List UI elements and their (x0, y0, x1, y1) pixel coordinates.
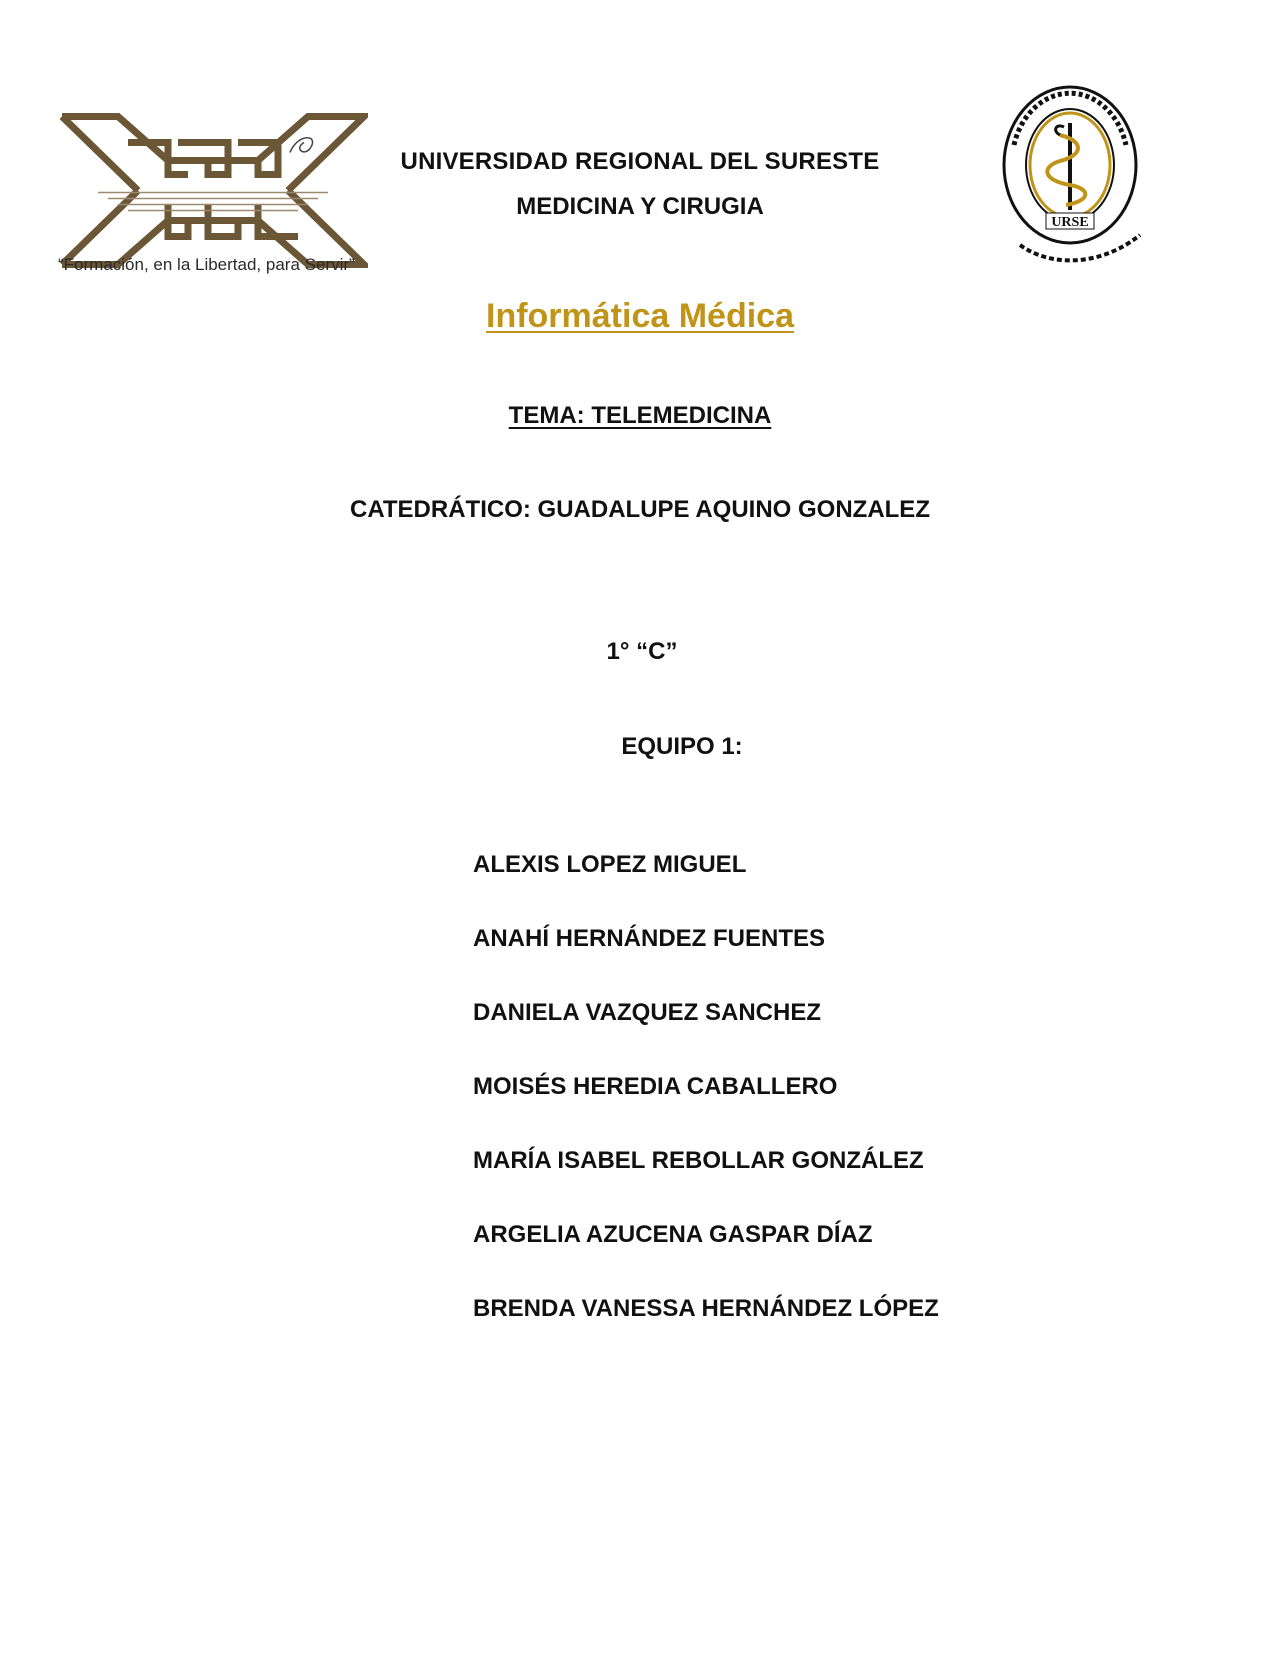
team-members-list (473, 851, 939, 1369)
university-motto: “Formación, en la Libertad, para Servir” (58, 255, 355, 274)
team-member: MOISÉS HEREDIA CABALLERO (473, 1073, 838, 1100)
faculty-seal (1000, 85, 1150, 280)
team-member: DANIELA VAZQUEZ SANCHEZ (473, 999, 821, 1026)
team-member: BRENDA VANESSA HERNÁNDEZ LÓPEZ (473, 1295, 939, 1322)
team-member: ANAHÍ HERNÁNDEZ FUENTES (473, 925, 826, 952)
teacher-name: CATEDRÁTICO: GUADALUPE AQUINO GONZALEZ (350, 496, 930, 523)
svg-text:URSE: URSE (1051, 215, 1089, 230)
faculty-name: MEDICINA Y CIRUGIA (516, 193, 764, 220)
team-member: ALEXIS LOPEZ MIGUEL (473, 851, 747, 878)
team-member: MARÍA ISABEL REBOLLAR GONZÁLEZ (473, 1147, 924, 1174)
subject-title: Informática Médica (486, 297, 794, 335)
team-label: EQUIPO 1: (621, 733, 743, 760)
team-member: ARGELIA AZUCENA GASPAR DÍAZ (473, 1221, 873, 1248)
group-label: 1° “C” (606, 638, 678, 665)
topic-title: TEMA: TELEMEDICINA (508, 402, 772, 429)
university-name: UNIVERSIDAD REGIONAL DEL SURESTE (400, 148, 880, 175)
